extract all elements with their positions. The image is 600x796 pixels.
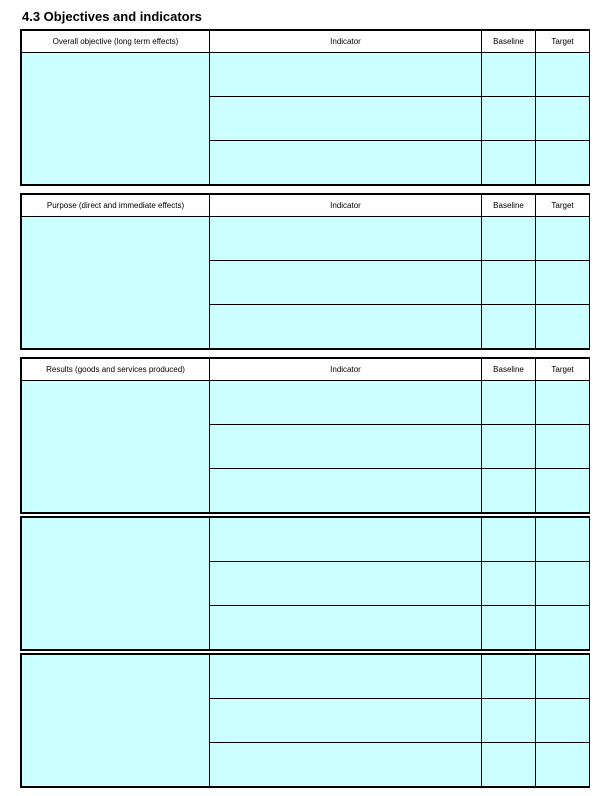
target-column-header: Target [536,359,590,381]
indicator-input-cell[interactable] [210,53,482,97]
baseline-input-cell[interactable] [482,53,536,97]
target-input-cell[interactable] [536,655,590,699]
objective-input-cell[interactable] [22,518,210,650]
objective-input-cell[interactable] [22,217,210,349]
objective-input-cell[interactable] [22,381,210,513]
target-column-header: Target [536,195,590,217]
baseline-input-cell[interactable] [482,743,536,787]
baseline-input-cell[interactable] [482,97,536,141]
baseline-input-cell[interactable] [482,261,536,305]
baseline-column-header: Baseline [482,31,536,53]
objective-column-header: Results (goods and services produced) [22,359,210,381]
target-input-cell[interactable] [536,562,590,606]
baseline-input-cell[interactable] [482,469,536,513]
target-input-cell[interactable] [536,425,590,469]
indicator-column-header: Indicator [210,195,482,217]
objectives-section-results [20,357,590,514]
objectives-table [21,358,590,513]
target-input-cell[interactable] [536,518,590,562]
objectives-section-overall [20,29,590,186]
baseline-input-cell[interactable] [482,425,536,469]
baseline-input-cell[interactable] [482,141,536,185]
table-header-row [22,359,590,381]
objectives-table [21,517,590,650]
indicator-column-header: Indicator [210,31,482,53]
indicator-column-header: Indicator [210,359,482,381]
target-input-cell[interactable] [536,381,590,425]
objective-input-cell[interactable] [22,655,210,787]
indicator-input-cell[interactable] [210,141,482,185]
objective-column-header: Overall objective (long term effects) [22,31,210,53]
objectives-table [21,654,590,787]
table-row [22,518,590,562]
objective-input-cell[interactable] [22,53,210,185]
baseline-input-cell[interactable] [482,217,536,261]
objectives-section-purpose [20,193,590,350]
indicator-input-cell[interactable] [210,381,482,425]
table-header-row [22,31,590,53]
baseline-input-cell[interactable] [482,655,536,699]
indicator-input-cell[interactable] [210,305,482,349]
target-input-cell[interactable] [536,141,590,185]
target-input-cell[interactable] [536,743,590,787]
baseline-input-cell[interactable] [482,518,536,562]
target-column-header: Target [536,31,590,53]
indicator-input-cell[interactable] [210,655,482,699]
table-row [22,217,590,261]
baseline-input-cell[interactable] [482,606,536,650]
baseline-input-cell[interactable] [482,381,536,425]
indicator-input-cell[interactable] [210,261,482,305]
objectives-table [21,194,590,349]
baseline-column-header: Baseline [482,359,536,381]
indicator-input-cell[interactable] [210,217,482,261]
indicator-input-cell[interactable] [210,606,482,650]
table-row [22,381,590,425]
indicator-input-cell[interactable] [210,699,482,743]
objectives-section-results-continued [20,653,590,788]
target-input-cell[interactable] [536,97,590,141]
objectives-table [21,30,590,185]
indicator-input-cell[interactable] [210,562,482,606]
objectives-section-results-continued [20,516,590,651]
target-input-cell[interactable] [536,469,590,513]
target-input-cell[interactable] [536,261,590,305]
baseline-column-header: Baseline [482,195,536,217]
table-row [22,53,590,97]
page-title: 4.3 Objectives and indicators [22,9,202,24]
target-input-cell[interactable] [536,217,590,261]
baseline-input-cell[interactable] [482,699,536,743]
indicator-input-cell[interactable] [210,425,482,469]
indicator-input-cell[interactable] [210,469,482,513]
target-input-cell[interactable] [536,606,590,650]
target-input-cell[interactable] [536,699,590,743]
indicator-input-cell[interactable] [210,743,482,787]
indicator-input-cell[interactable] [210,97,482,141]
target-input-cell[interactable] [536,53,590,97]
baseline-input-cell[interactable] [482,562,536,606]
indicator-input-cell[interactable] [210,518,482,562]
objective-column-header: Purpose (direct and immediate effects) [22,195,210,217]
target-input-cell[interactable] [536,305,590,349]
table-header-row [22,195,590,217]
table-row [22,655,590,699]
baseline-input-cell[interactable] [482,305,536,349]
